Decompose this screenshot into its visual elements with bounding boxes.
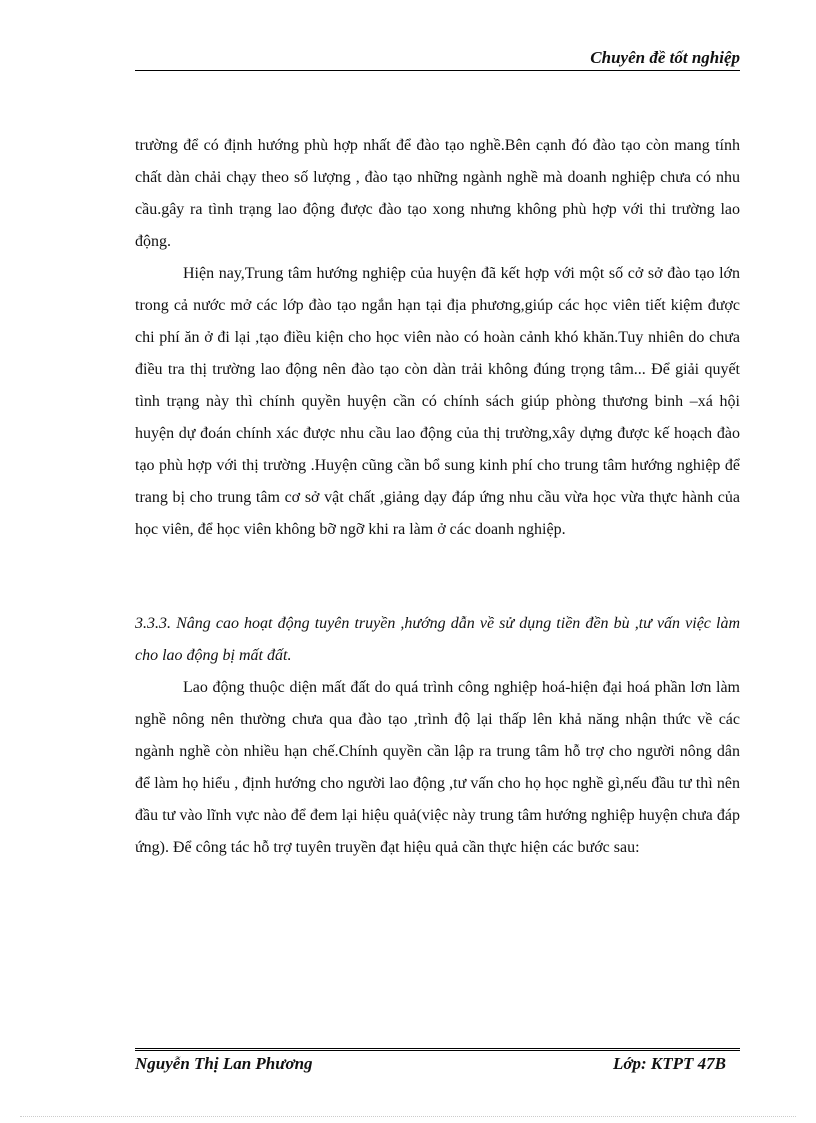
body-text [135,130,740,864]
header-rule [135,70,740,71]
footer-rule [135,1048,740,1053]
footer-author: Nguyễn Thị Lan Phương [135,1054,313,1073]
section-heading-3-3-3: 3.3.3. Nâng cao hoạt động tuyên truyền ,hướng dẫn về sử dụng tiền đền bù ,tư vấn việc làm cho lao động bị mất đất. [135,615,740,664]
paragraph-continuation: trường để có định hướng phù hợp nhất để đào tạo nghề.Bên cạnh đó đào tạo còn mang tính chất dàn chải chạy theo số lượng , đào tạo những ngành nghề mà doanh nghiệp chưa có nhu cầu.gây ra tình trạng lao động được đào tạo xong nhưng không phù hợp với thi trường lao động. [135,137,740,250]
footer-class: Lớp: KTPT 47B [613,1054,726,1073]
paragraph-landless-labor: Lao động thuộc diện mất đất do quá trình công nghiệp hoá-hiện đại hoá phần lơn làm nghề nông nên thường chưa qua đào tạo ,trình độ lại thấp lên khả năng nhận thức về các ngành nghề còn nhiều hạn chế.Chính quyền cần lập ra trung tâm hỗ trợ cho người nông dân để làm họ hiểu , định hướng cho người lao động ,tư vấn cho họ học nghề gì,nếu đầu tư thì nên đầu tư vào lĩnh vực nào để đem lại hiệu quả(việc này trung tâm hướng nghiệp huyện chưa đáp ứng). Để công tác hỗ trợ tuyên truyền đạt hiệu quả cần thực hiện các bước sau: [135,679,740,856]
paragraph-training-center: Hiện nay,Trung tâm hướng nghiệp của huyện đã kết hợp với một số cở sở đào tạo lớn trong cả nước mở các lớp đào tạo ngắn hạn tại địa phương,giúp các học viên tiết kiệm được chi phí ăn ở đi lại ,tạo điều kiện cho học viên nào có hoàn cảnh khó khăn.Tuy nhiên do chưa điều tra thị trường lao động nên đào tạo còn dàn trải không đúng trọng tâm... Để giải quyết tình trạng này thì chính quyền huyện cần có chính sách giúp phòng thương binh –xá hội huyện dự đoán chính xác được nhu cầu lao động của thị trường,xây dựng được kế hoạch đào tạo phù hợp với thị trường .Huyện cũng cần bổ sung kinh phí cho trung tâm hướng nghiệp để trang bị cho trung tâm cơ sở vật chất ,giảng dạy đáp ứng nhu cầu vừa học vừa thực hành của học viên, để học viên không bỡ ngỡ khi ra làm ở các doanh nghiệp. [135,265,740,538]
header-title: Chuyên đề tốt nghiệp [590,48,740,67]
page-edge-divider [20,1116,796,1117]
paragraph-gap [135,546,740,608]
